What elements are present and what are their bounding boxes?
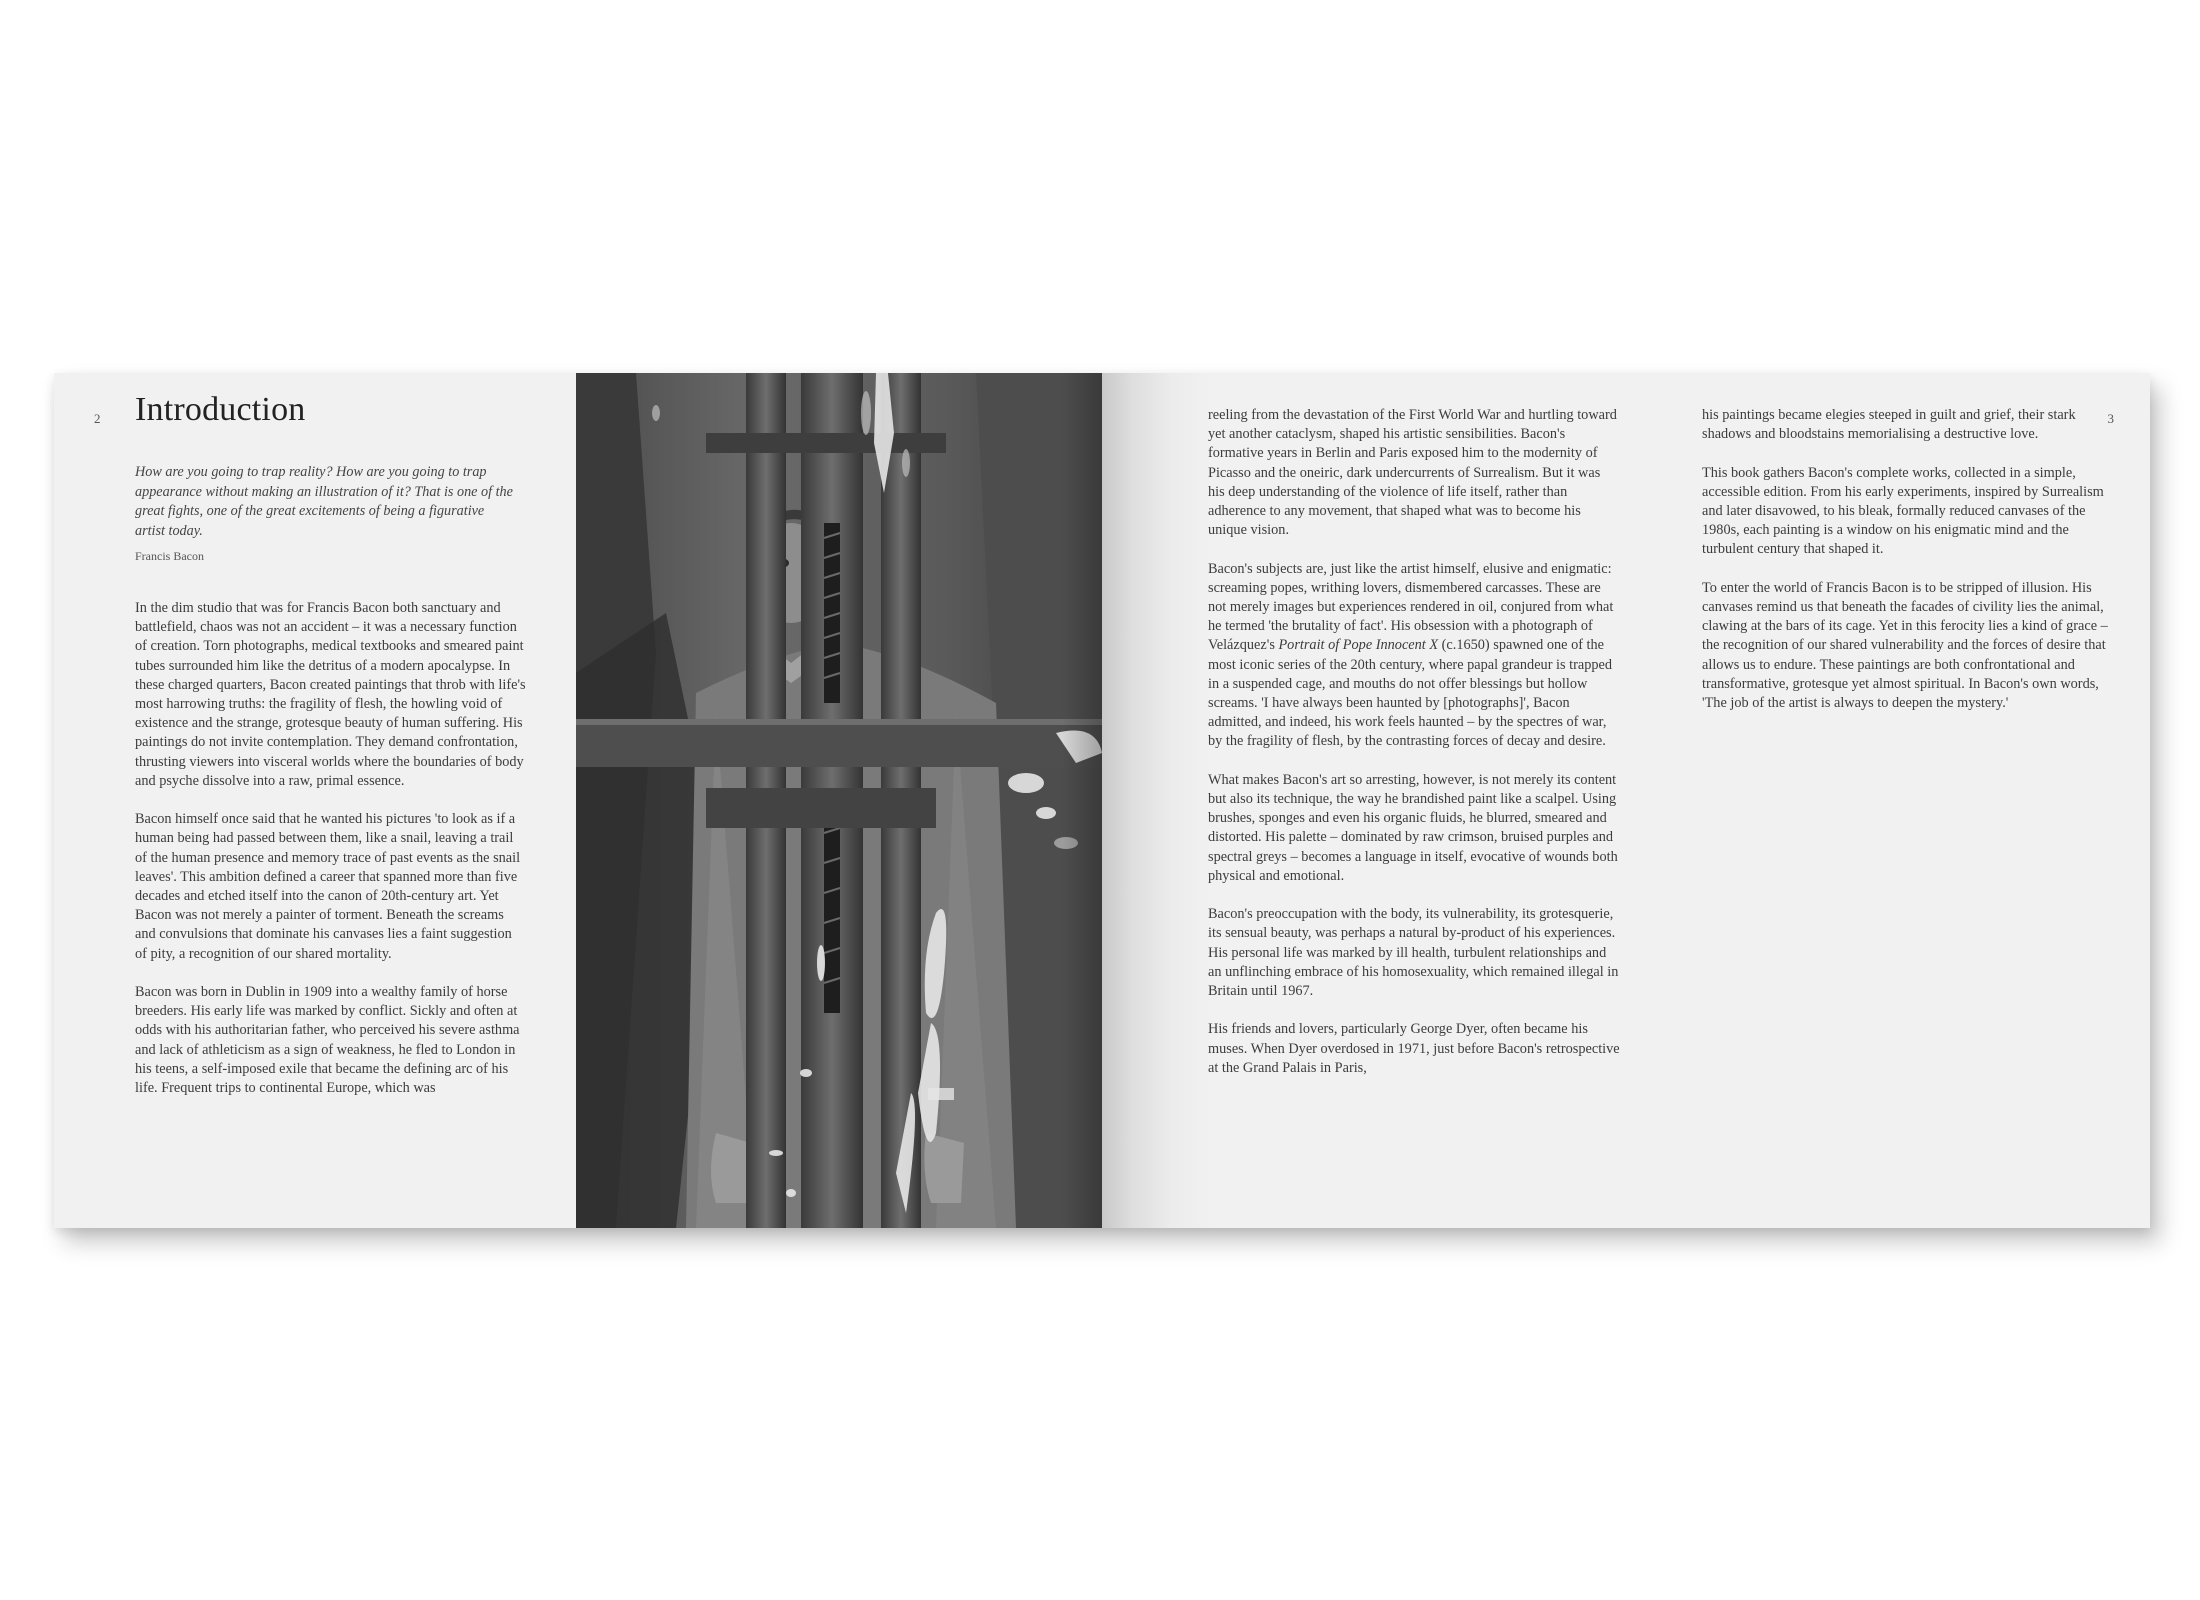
paragraph: This book gathers Bacon's complete works, collected in a simple, accessible edition. From his early experiments, inspired by Surrealism and later disavowed, to his bleak, formally reduced canvases of the 1980s, each painting is a window on his enigmatic mind and the turbulent century that shaped it. xyxy=(1702,464,2104,558)
paragraph: reeling from the devastation of the First World War and hurtling toward yet another cataclysm, shaped his artistic sensibilities. Bacon's formative years in Berlin and Paris exposed him to the modernity of Picasso and the oneiric, dark undercurrents of Surrealism. But it was his deep understanding of the violence of life itself, rather than adherence to any movement, that shaped what was to become his unique vision. xyxy=(1208,407,1617,539)
paragraph: His friends and lovers, particularly George Dyer, often became his muses. When Dyer overdosed in 1971, just before Bacon's retrospective at the Grand Palais in Paris, xyxy=(1208,1021,1620,1076)
epigraph-quote: How are you going to trap reality? How are you going to trap appearance without making an illustration of it? That is one of the great fights, one of the great excitements of being a figurative artist today. xyxy=(135,464,513,539)
paragraph: In the dim studio that was for Francis Bacon both sanctuary and battlefield, chaos was not an accident – it was a necessary function of creation. Torn photographs, medical textbooks and smeared paint tubes surrounded him like the detritus of a modern apocalypse. In these charged quarters, Bacon created paintings that throb with life's most harrowing truths: the fragility of flesh, the howling void of existence and the strange, grotesque beauty of human suffering. His paintings do not invite contemplation. They demand confrontation, thrusting viewers into visceral worlds where the boundaries of body and psyche dissolve into a raw, primal essence. xyxy=(135,600,526,789)
paragraph xyxy=(1208,560,1620,752)
right-text-column-2 xyxy=(1702,406,2114,732)
paragraph-text: (c.1650) spawned one of the most iconic series of the 20th century, where papal grandeur is trapped in a suspended cage, and mouths do not offer blessings but hollow screams. 'I have always been haunted by [photographs]', Bacon admitted, and indeed, his work feels haunted – by the spectres of war, by the fragility of flesh, by the contrasting forces of decay and desire. xyxy=(1208,637,1613,750)
paragraph: his paintings became elegies steeped in guilt and grief, their stark shadows and bloodstains memorialising a destructive love. xyxy=(1702,407,2076,443)
paragraph: Bacon was born in Dublin in 1909 into a wealthy family of horse breeders. His early life was marked by conflict. Sickly and often at odds with his authoritarian father, who perceived his severe asthma and lack of athleticism as a sign of weakness, he fled to London in his teens, a self-imposed exile that became the defining arc of his life. Frequent trips to continental Europe, which was xyxy=(135,984,520,1097)
paragraph: To enter the world of Francis Bacon is to be stripped of illusion. His canvases remind us that beneath the facades of civility lies the animal, clawing at the bars of its cage. Yet in this ferocity lies a kind of grace – the recognition of our shared vulnerability and the forces of desire that allows us to endure. These paintings are both confrontational and transformative, grotesque yet almost spiritual. In Bacon's own words, 'The job of the artist is always to deepen the mystery.' xyxy=(1702,579,2108,712)
right-text-column-1 xyxy=(1208,406,1620,1097)
paragraph-text: Bacon's subjects are, just like the artist himself, elusive and enigmatic: screaming popes, writhing lovers, dismembered carcasses. These are not merely images but experiences rendered in oil, conjured from what he termed 'the brutality of fact'. His obsession with a photograph of Velázquez's xyxy=(1208,560,1614,654)
paragraph: Bacon's preoccupation with the body, its vulnerability, its grotesquerie, its sensual beauty, was perhaps a natural by-product of his experiences. His personal life was marked by ill health, turbulent relationships and an unflinching embrace of his homosexuality, which remained illegal in Britain until 1967. xyxy=(1208,906,1619,1000)
page-number-right: 3 xyxy=(2107,411,2114,426)
paragraph: What makes Bacon's art so arresting, however, is not merely its content but also its technique, the way he brandished paint like a scalpel. Using brushes, sponges and even his organic fluids, he blurred, smeared and distorted. His palette – dominated by raw crimson, bruised purples and spectral greys – becomes a language in itself, evocative of wounds both physical and emotional. xyxy=(1208,771,1618,884)
paragraph: Bacon himself once said that he wanted his pictures 'to look as if a human being had passed between them, like a snail, leaving a trail of the human presence and memory trace of past events as the snail leaves'. This ambition defined a career that spanned more than five decades and etched itself into the canon of 20th-century art. Yet Bacon was not merely a painter of torment. Beneath the screams and convulsions that dominate his canvases lies a faint suggestion of pity, a recognition of our shared mortality. xyxy=(135,811,521,962)
photograph-artist-behind-easel-icon xyxy=(576,373,1102,1228)
artist-photograph xyxy=(576,373,1102,1228)
page-number-left: 2 xyxy=(94,411,101,426)
right-page xyxy=(1102,373,2150,1228)
page-title: Introduction xyxy=(135,391,306,428)
epigraph-attribution: Francis Bacon xyxy=(135,549,204,563)
left-text-column xyxy=(135,599,527,1117)
artwork-title: Portrait of Pope Innocent X xyxy=(1278,637,1439,654)
left-page xyxy=(54,373,1102,1228)
book-spread xyxy=(54,373,2150,1228)
